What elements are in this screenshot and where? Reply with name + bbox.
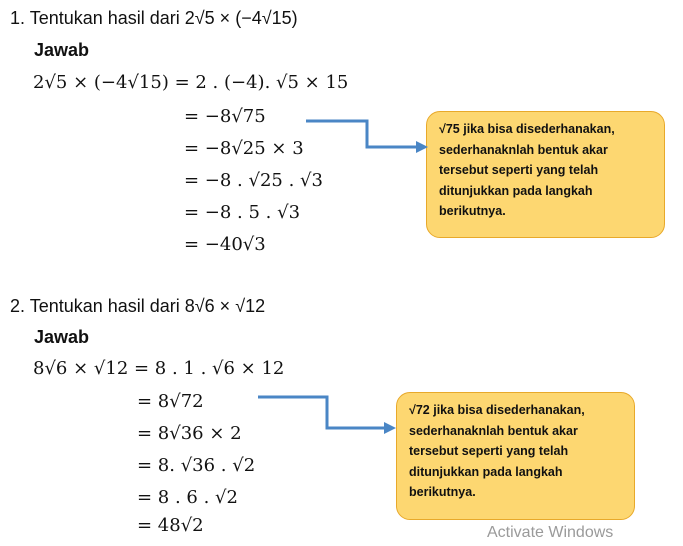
problem-1-connector-arrow <box>306 121 418 147</box>
problem-2-note-line-3: tersebut seperti yang telah <box>409 444 569 458</box>
problem-1-note-line-1: √75 jika bisa disederhanakan, <box>439 122 615 136</box>
problem-1-note-line-5: berikutnya. <box>439 204 506 218</box>
problem-2-answer-label: Jawab <box>34 327 90 347</box>
problem-1-step-1: 2√5 × (−4√15) = 2 . (−4). √5 × 15 <box>33 72 349 93</box>
problem-2-note-line-2: sederhanaknlah bentuk akar <box>409 423 578 438</box>
problem-2-note-line-4: ditunjukkan pada langkah <box>409 464 563 479</box>
problem-1-arrowhead-icon <box>416 141 428 153</box>
problem-2-connector-arrow <box>258 397 386 428</box>
problem-1-note-line-3: tersebut seperti yang telah <box>439 163 599 177</box>
problem-1-answer-label: Jawab <box>34 40 90 60</box>
problem-2-question: 2. Tentukan hasil dari 8√6 × √12 <box>10 296 266 316</box>
problem-1-step-6: = −40√3 <box>184 234 266 255</box>
problem-2-note-line-1: √72 jika bisa disederhanakan, <box>409 403 585 417</box>
activate-windows-watermark: Activate Windows <box>487 524 614 541</box>
problem-2-step-2: = 8√72 <box>137 391 204 412</box>
problem-1-step-4: = −8 . √25 . √3 <box>184 170 323 191</box>
problem-2-note-line-5: berikutnya. <box>409 485 476 499</box>
problem-1-step-5: = −8 . 5 . √3 <box>184 202 301 223</box>
problem-2-step-6: = 48√2 <box>137 515 204 536</box>
problem-2-step-3: = 8√36 × 2 <box>137 423 242 444</box>
problem-1-step-3: = −8√25 × 3 <box>184 138 304 159</box>
problem-1-note-line-4: ditunjukkan pada langkah <box>439 183 593 198</box>
problem-2-step-5: = 8 . 6 . √2 <box>137 487 238 508</box>
problem-2-step-1: 8√6 × √12 = 8 . 1 . √6 × 12 <box>33 358 285 379</box>
problem-2-arrowhead-icon <box>384 422 396 434</box>
problem-1-step-2: = −8√75 <box>184 106 266 127</box>
problem-1-question: 1. Tentukan hasil dari 2√5 × (−4√15) <box>10 8 298 28</box>
problem-2-step-4: = 8. √36 . √2 <box>137 455 256 476</box>
problem-1-note-line-2: sederhanaknlah bentuk akar <box>439 142 608 157</box>
